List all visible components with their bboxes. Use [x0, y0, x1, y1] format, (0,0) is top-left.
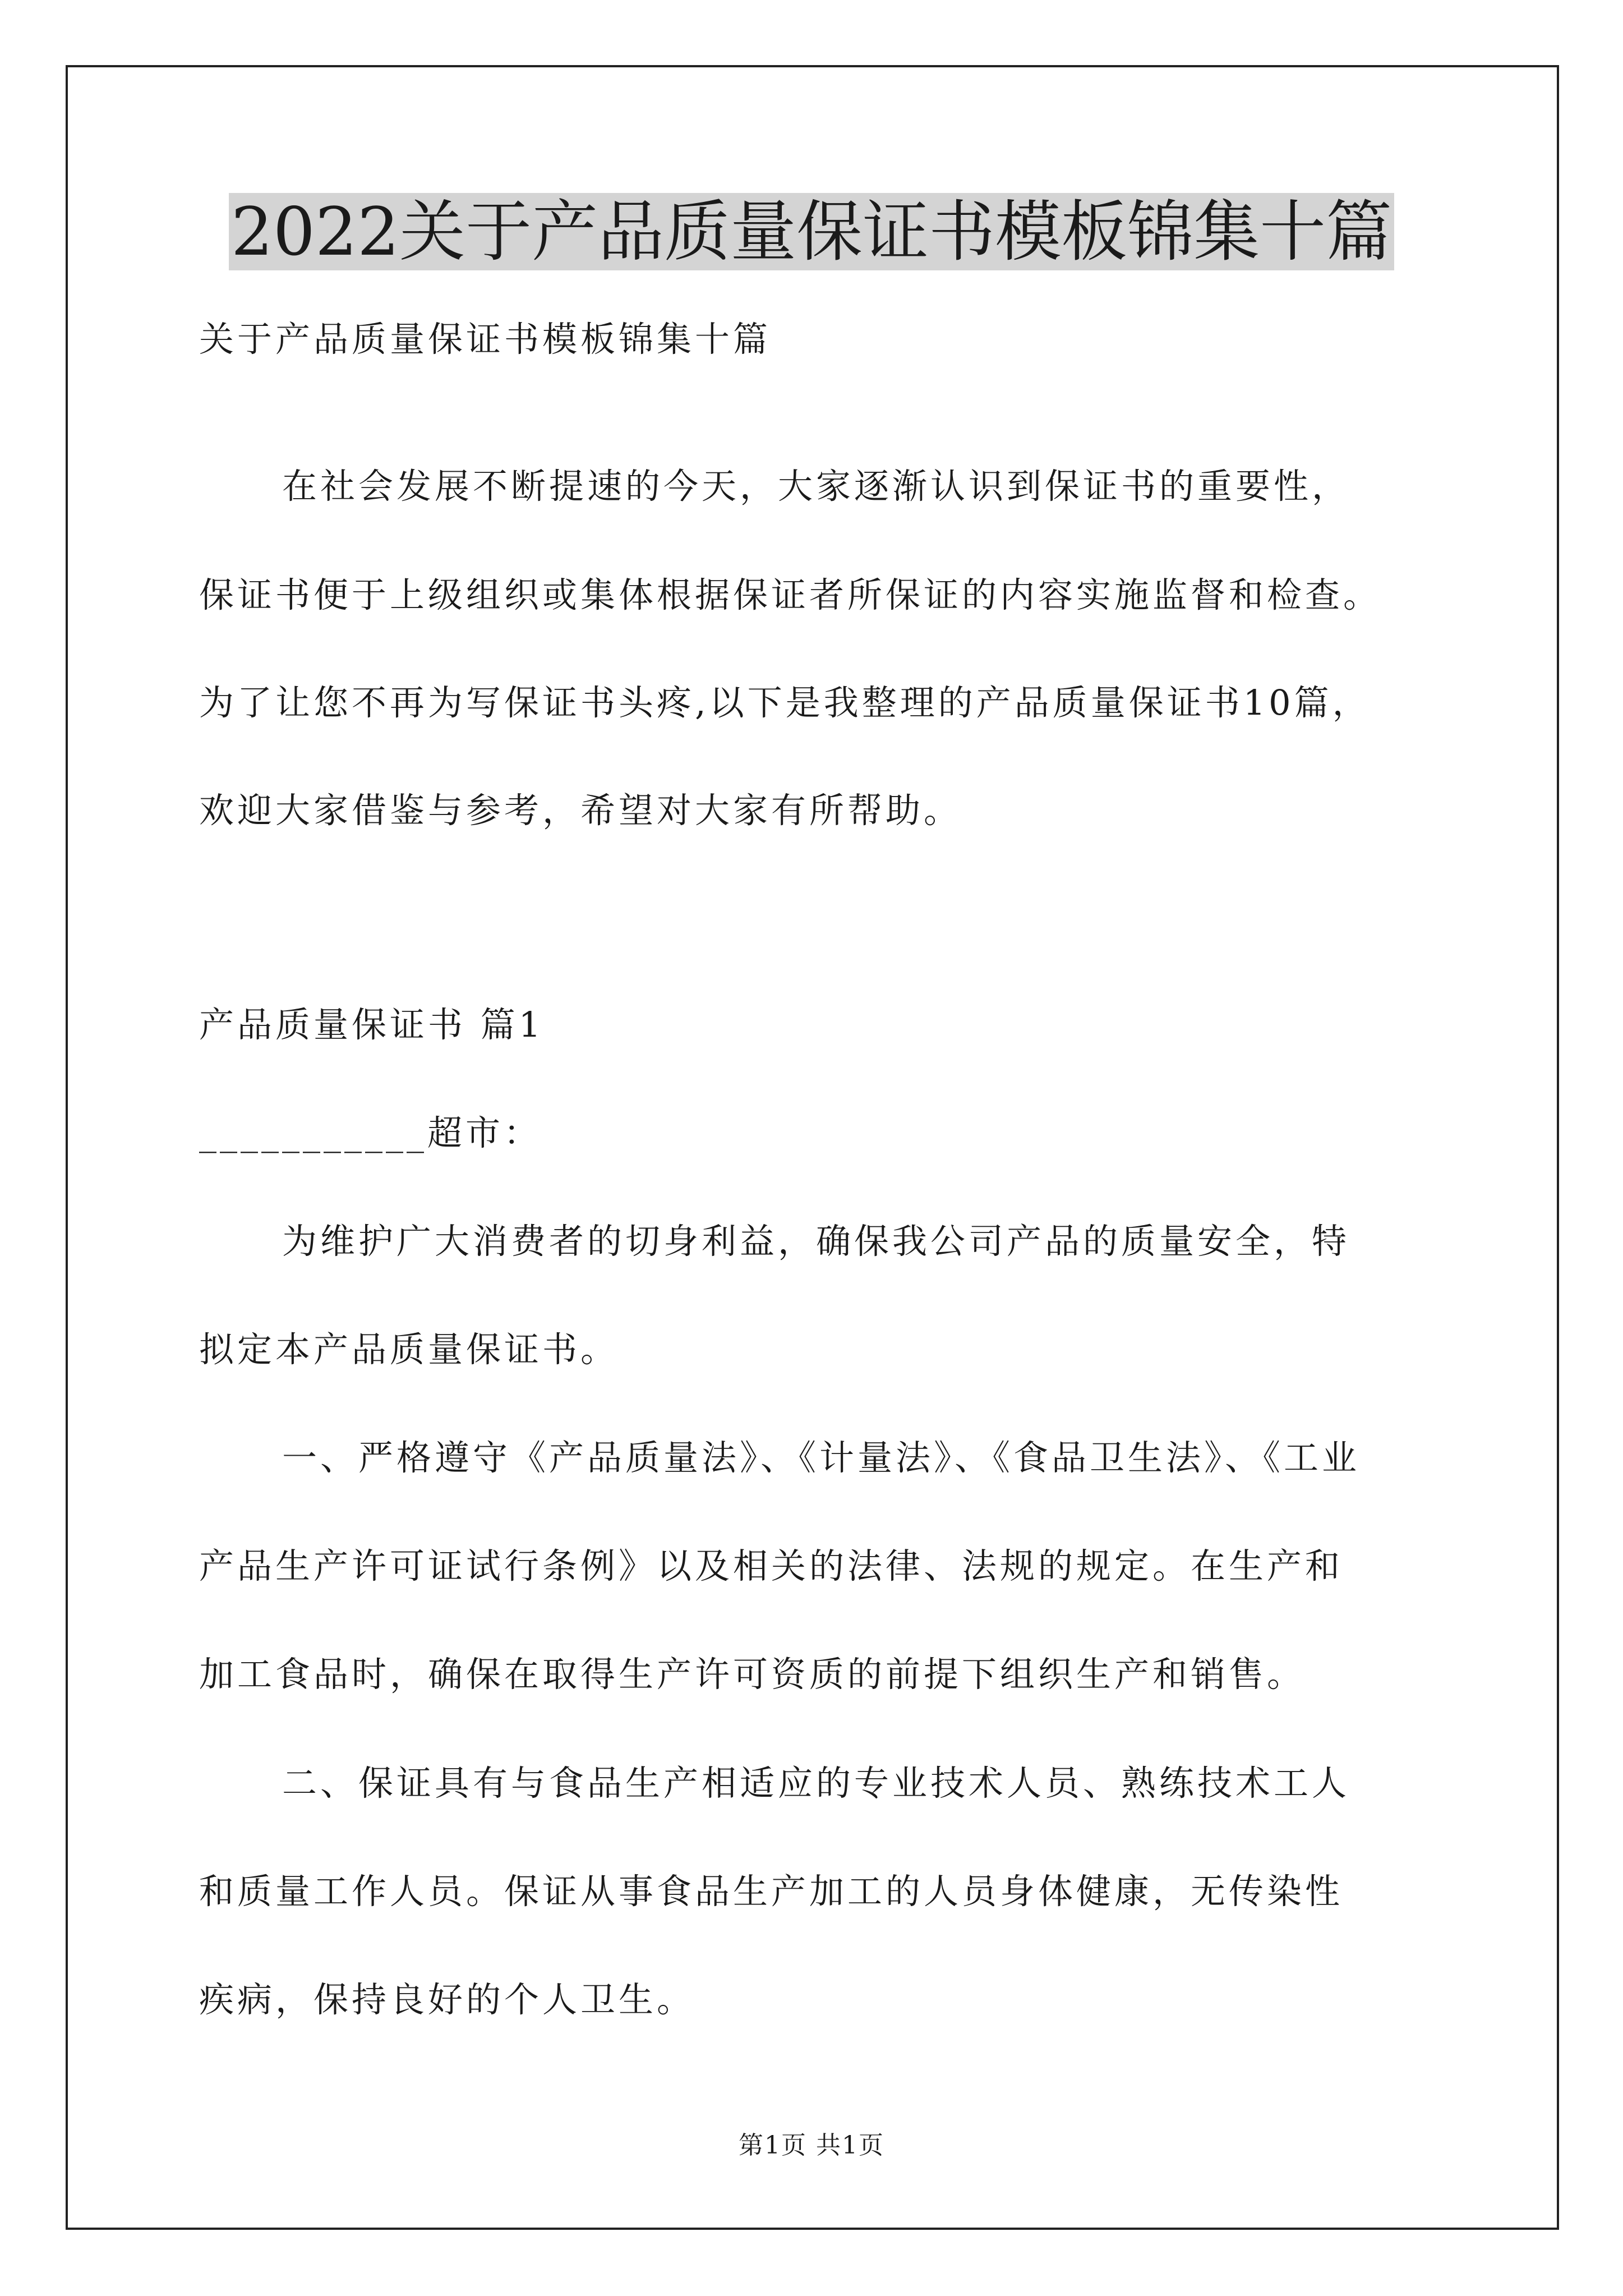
body-line-2: 拟定本产品质量保证书。: [199, 1329, 619, 1370]
intro-line-2: 保证书便于上级组织或集体根据保证者所保证的内容实施监督和检查。: [199, 574, 1382, 615]
body-line-5: 加工食品时，确保在取得生产许可资质的前提下组织生产和销售。: [199, 1654, 1306, 1695]
body-line-8: 疾病，保持良好的个人卫生。: [199, 1979, 695, 2020]
document-title: 2022关于产品质量保证书模板锦集十篇: [0, 190, 1623, 274]
body-line-6: 二、保证具有与食品生产相适应的专业技术人员、熟练技术工人: [282, 1763, 1350, 1803]
intro-line-1: 在社会发展不断提速的今天，大家逐渐认识到保证书的重要性，: [282, 466, 1350, 507]
addressee-line: ___________超市：: [199, 1112, 542, 1153]
document-subtitle: 关于产品质量保证书模板锦集十篇: [199, 319, 772, 360]
body-line-4: 产品生产许可证试行条例》以及相关的法律、法规的规定。在生产和: [199, 1545, 1344, 1586]
intro-line-3: 为了让您不再为写保证书头疼,以下是我整理的产品质量保证书10篇，: [199, 682, 1371, 723]
body-line-3: 一、严格遵守《产品质量法》、《计量法》、《食品卫生法》、《工业: [282, 1437, 1361, 1478]
body-line-7: 和质量工作人员。保证从事食品生产加工的人员身体健康，无传染性: [199, 1871, 1344, 1912]
section-heading: 产品质量保证书 篇1: [199, 1004, 545, 1045]
intro-line-4: 欢迎大家借鉴与参考，希望对大家有所帮助。: [199, 790, 962, 831]
page-footer: 第1页 共1页: [739, 2131, 884, 2160]
body-line-1: 为维护广大消费者的切身利益，确保我公司产品的质量安全，特: [282, 1221, 1350, 1262]
